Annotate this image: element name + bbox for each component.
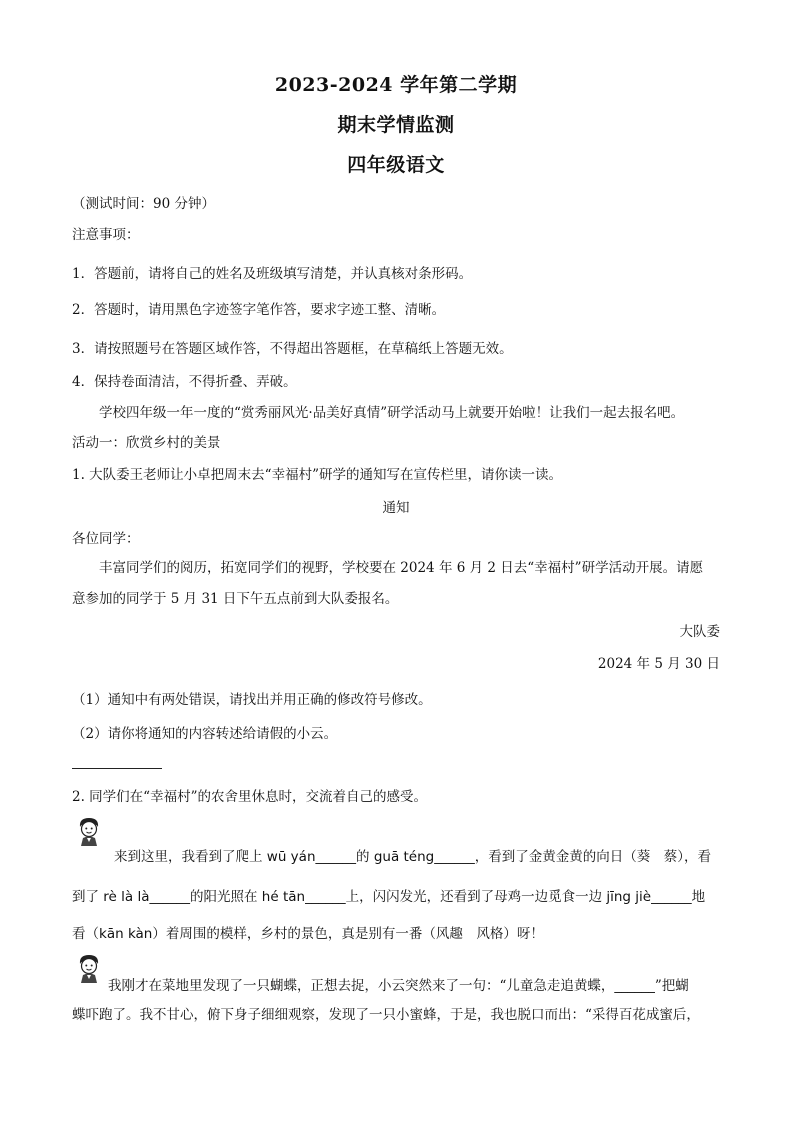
test-time: （测试时间：90 分钟） [72, 196, 215, 212]
q2-text: 的阳光照在 [190, 889, 262, 905]
q2-text: 看（ [72, 926, 99, 942]
instruction-3: 3．请按照题号在答题区域作答，不得超出答题框，在草稿纸上答题无效。 [72, 341, 513, 357]
answer-line [72, 768, 162, 769]
intro-paragraph: 学校四年级一年一度的“赏秀丽风光·品美好真情”研学活动马上就要开始啦！让我们一起去报名吧。 [99, 405, 685, 421]
notice-signature: 大队委 [679, 624, 720, 640]
pinyin-kan-kan: kān kàn [99, 926, 153, 942]
q2-text: 的 [356, 849, 374, 865]
exam-subject-title: 四年级语文 [347, 154, 445, 176]
pinyin-re-la-la: rè là là [103, 889, 150, 905]
q2-text: 来到这里，我看到了爬上 [114, 849, 267, 865]
instruction-1: 1．答题前，请将自己的姓名及班级填写清楚，并认真核对条形码。 [72, 266, 473, 282]
q2-text: ”把蝴 [654, 978, 689, 994]
notice-body-line-1: 丰富同学们的阅历，拓宽同学们的视野，学校要在 2024 年 6 月 2 日去“幸福村”研学活动开展。请愿 [99, 560, 704, 576]
pinyin-wu-yan: wū yán [266, 849, 316, 865]
question-1-sub-2: （2）请你将通知的内容转述给请假的小云。 [72, 726, 338, 742]
answer-blank[interactable]: ______ [305, 889, 346, 905]
answer-blank[interactable]: ______ [149, 889, 190, 905]
q2-text: ）着周围的模样，乡村的景色，真是别有一番（风趣 风格）呀！ [152, 926, 544, 942]
pinyin-he-tan: hé tān [261, 889, 306, 905]
notice-heading: 通知 [382, 500, 410, 516]
question-2-stem: 2. 同学们在“幸福村”的农舍里休息时，交流着自己的感受。 [72, 789, 427, 805]
question-1-stem: 1. 大队委王老师让小卓把周末去“幸福村”研学的通知写在宣传栏里，请你读一读。 [72, 467, 562, 483]
notice-date: 2024 年 5 月 30 日 [597, 656, 720, 672]
q2-text: 到了 [72, 889, 104, 905]
notice-body-line-2: 意参加的同学于 5 月 31 日下午五点前到大队委报名。 [72, 591, 399, 607]
q2-text: 地 [691, 889, 706, 905]
question-1-sub-1: （1）通知中有两处错误，请找出并用正确的修改符号修改。 [72, 692, 432, 708]
q2-paragraph-1-line-3 [72, 922, 544, 942]
instruction-2: 2．答题时，请用黑色字迹签字笔作答，要求字迹工整、清晰。 [72, 302, 446, 318]
pinyin-jing-jie: jīng jiè [606, 889, 652, 905]
exam-name-title: 期末学情监测 [337, 114, 455, 136]
notice-title: 注意事项： [72, 227, 140, 243]
pinyin-gua-teng: guā téng [373, 849, 435, 865]
q2-paragraph-1-line-2 [72, 885, 705, 905]
answer-blank[interactable]: ______ [651, 889, 692, 905]
student-avatar-icon [74, 952, 104, 984]
instruction-4: 4．保持卷面清洁，不得折叠、弄破。 [72, 374, 297, 390]
q2-text: ，看到了金黄金黄的向日（葵 蔡），看 [474, 849, 711, 865]
answer-blank[interactable]: ______ [434, 849, 475, 865]
student-avatar-icon [74, 815, 104, 847]
answer-blank[interactable]: ______ [614, 978, 655, 994]
q2-text: 上，闪闪发光，还看到了母鸡一边觅食一边 [345, 889, 607, 905]
notice-salutation: 各位同学： [72, 531, 140, 547]
q2-paragraph-2-line-2: 蝶吓跑了。我不甘心，俯下身子细细观察，发现了一只小蜜蜂，于是，我也脱口而出：“采得百花成蜜后， [72, 1007, 700, 1023]
exam-term-title: 2023-2024 学年第二学期 [274, 74, 518, 96]
activity-one-heading: 活动一：欣赏乡村的美景 [72, 435, 221, 451]
q2-paragraph-1-line-1 [114, 845, 711, 865]
q2-text: 我刚才在菜地里发现了一只蝴蝶，正想去捉，小云突然来了一句：“儿童急走追黄蝶， [108, 978, 615, 994]
q2-paragraph-2-line-1 [108, 974, 689, 994]
answer-blank[interactable]: ______ [315, 849, 357, 865]
